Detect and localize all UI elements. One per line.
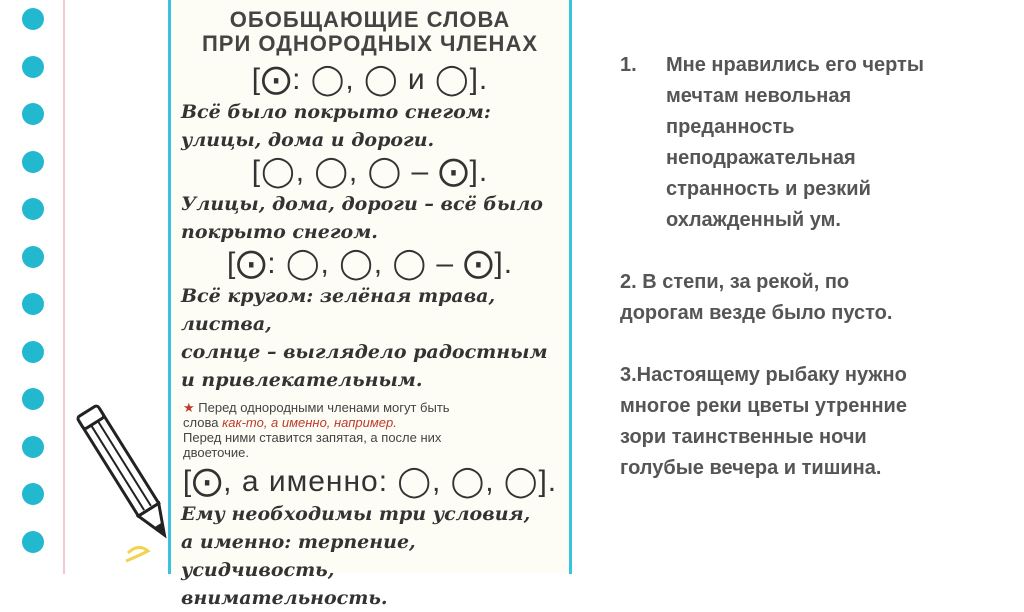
rules-poster — [168, 0, 572, 609]
binder-dot — [22, 531, 44, 553]
note-line1: Перед однородными членами могут быть — [198, 400, 450, 415]
exercise-3-line: многое реки цветы утренние — [620, 395, 907, 417]
note-line3: Перед ними ставится запятая, а после них — [183, 430, 442, 445]
binder-dot — [22, 388, 44, 410]
exercise-1-line: преданность — [666, 116, 795, 138]
pencil-icon — [80, 395, 180, 565]
example-3-line1: Всё кругом: зелёная трава, листва, — [181, 285, 496, 335]
exercise-1-line: охлажденный ум. — [666, 209, 841, 231]
note-line2-words: как-то, а именно, например. — [222, 415, 397, 430]
exercise-2-line: дорогам везде было пусто. — [620, 302, 893, 324]
example-4-line2: а именно: терпение, усидчивость, — [181, 531, 416, 581]
binder-dot — [22, 436, 44, 458]
rule-note — [171, 400, 569, 460]
binder-dot — [22, 56, 44, 78]
example-3-line2: солнце – выглядело радостным — [181, 341, 548, 363]
binder-dot — [22, 198, 44, 220]
exercise-1-line: мечтам невольная — [666, 85, 852, 107]
exercise-1-line: странность и резкий — [666, 178, 871, 200]
exercise-2 — [620, 267, 1010, 329]
binder-dots — [16, 0, 56, 574]
example-1-line2: улицы, дома и дороги. — [181, 129, 435, 151]
binder-dot — [22, 246, 44, 268]
example-4-line3: внимательность. — [181, 587, 388, 609]
binder-dot — [22, 483, 44, 505]
poster-title-line2: ПРИ ОДНОРОДНЫХ ЧЛЕНАХ — [201, 31, 538, 56]
exercise-1-line: неподражательная — [666, 147, 856, 169]
example-4-line1: Ему необходимы три условия, — [181, 503, 531, 525]
scheme-2: [◯, ◯, ◯ – ⨀]. — [251, 155, 489, 188]
exercise-2-line: 2. В степи, за рекой, по — [620, 271, 850, 293]
scheme-1: [⨀: ◯, ◯ и ◯]. — [251, 63, 489, 96]
binder-dot — [22, 293, 44, 315]
scheme-3: [⨀: ◯, ◯, ◯ – ⨀]. — [226, 247, 514, 280]
exercise-1-line: Мне нравились его черты — [666, 54, 924, 76]
star-icon: ★ — [183, 400, 195, 415]
exercise-text — [620, 50, 1010, 484]
example-2-line1: Улицы, дома, дороги – всё было — [181, 193, 543, 215]
binder-dot — [22, 103, 44, 125]
exercise-3-line: 3.Настоящему рыбаку нужно — [620, 364, 907, 386]
binder-dot — [22, 8, 44, 30]
note-line4: двоеточие. — [183, 445, 250, 460]
exercise-3-line: зори таинственные ночи — [620, 426, 867, 448]
binder-dot — [22, 341, 44, 363]
exercise-1 — [620, 50, 1010, 236]
example-2-line2: покрыто снегом. — [181, 221, 378, 243]
exercise-1-number: 1. — [620, 54, 637, 76]
example-3-line3: и привлекательным. — [181, 369, 423, 391]
exercise-3 — [620, 360, 1010, 484]
margin-line — [63, 0, 65, 574]
scheme-4: [⨀, а именно: ◯, ◯, ◯]. — [182, 465, 558, 498]
example-1-line1: Всё было покрыто снегом: — [181, 101, 491, 123]
exercise-3-line: голубые вечера и тишина. — [620, 457, 882, 479]
binder-dot — [22, 151, 44, 173]
note-line2-prefix: слова — [183, 415, 223, 430]
poster-title-line1: ОБОБЩАЮЩИЕ СЛОВА — [229, 7, 511, 32]
